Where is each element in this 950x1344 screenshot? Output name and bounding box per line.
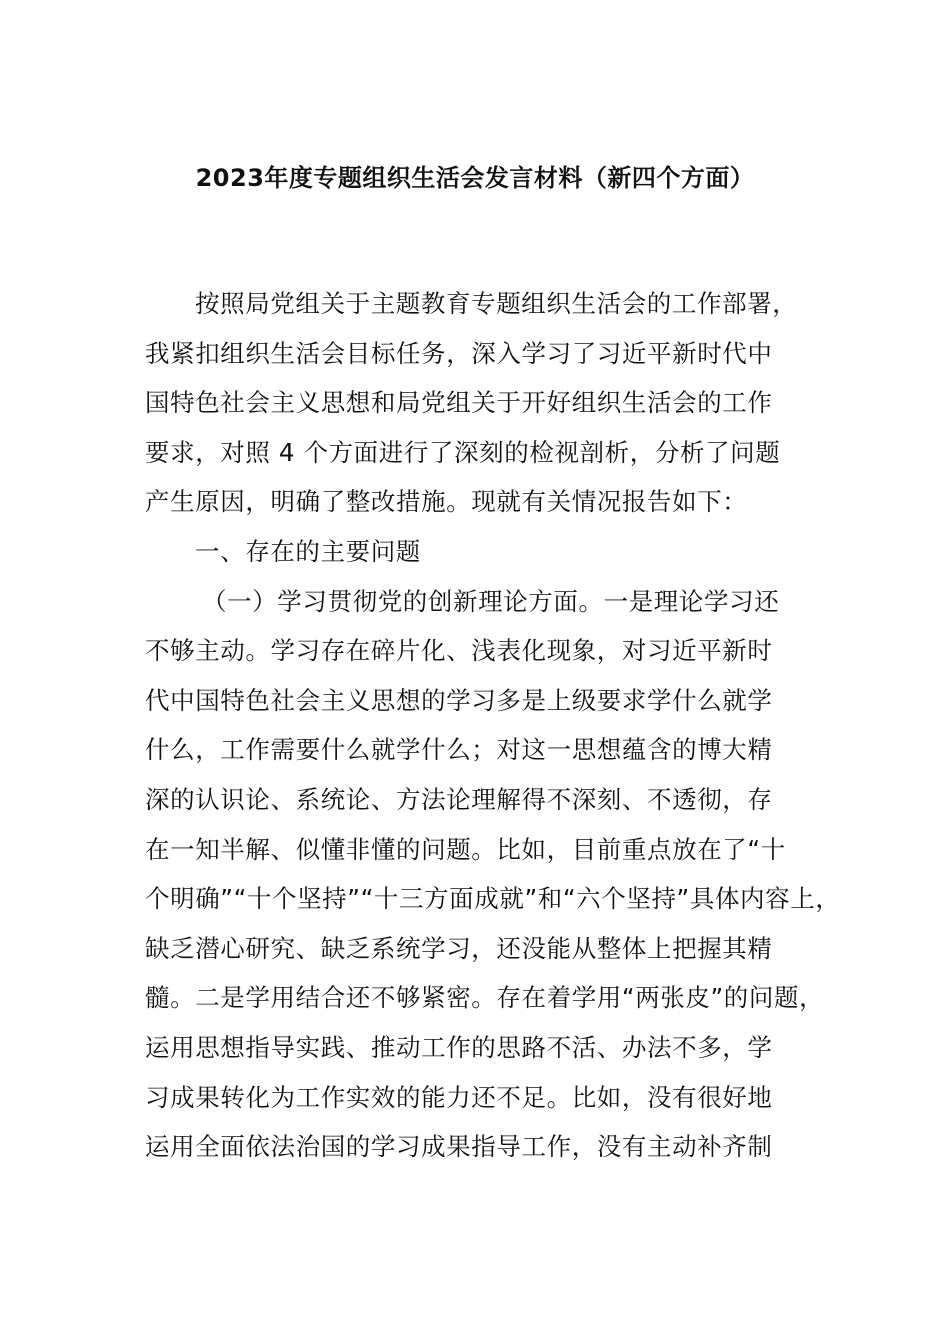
paragraph-line: 缺乏潜心研究、缺乏系统学习，还没能从整体上把握其精 <box>145 933 773 963</box>
paragraph-line: 我紧扣组织生活会目标任务，深入学习了习近平新时代中 <box>145 338 773 368</box>
paragraph-line: 习成果转化为工作实效的能力还不足。比如，没有很好地 <box>145 1082 773 1112</box>
paragraph-line: 按照局党组关于主题教育专题组织生活会的工作部署， <box>195 289 798 318</box>
paragraph-line: 不够主动。学习存在碎片化、浅表化现象，对习近平新时 <box>145 636 773 666</box>
document-body <box>145 279 841 1172</box>
paragraph-line: 什么，工作需要什么就学什么；对这一思想蕴含的博大精 <box>145 735 773 765</box>
paragraph-line: 代中国特色社会主义思想的学习多是上级要求学什么就学 <box>145 685 773 715</box>
paragraph-line: 个明确”“十个坚持”“十三方面成就”和“六个坚持”具体内容上， <box>145 884 841 914</box>
paragraph-line: 深的认识论、系统论、方法论理解得不深刻、不透彻，存 <box>145 784 773 814</box>
paragraph-line: 运用思想指导实践、推动工作的思路不活、办法不多，学 <box>145 1032 773 1062</box>
document-title: 2023年度专题组织生活会发言材料（新四个方面） <box>195 164 755 192</box>
paragraph-line: （一）学习贯彻党的创新理论方面。一是理论学习还 <box>202 586 780 616</box>
paragraph-line: 产生原因，明确了整改措施。现就有关情况报告如下： <box>145 487 748 517</box>
paragraph-line: 髓。二是学用结合还不够紧密。存在着学用“两张皮”的问题， <box>145 983 825 1013</box>
section-heading: 一、存在的主要问题 <box>195 536 421 566</box>
paragraph-line: 国特色社会主义思想和局党组关于开好组织生活会的工作 <box>145 388 773 418</box>
paragraph-line: 要求，对照 4 个方面进行了深刻的检视剖析，分析了问题 <box>145 437 781 467</box>
paragraph-line: 在一知半解、似懂非懂的问题。比如，目前重点放在了“十 <box>145 834 786 864</box>
paragraph-line: 运用全面依法治国的学习成果指导工作，没有主动补齐制 <box>145 1132 773 1162</box>
